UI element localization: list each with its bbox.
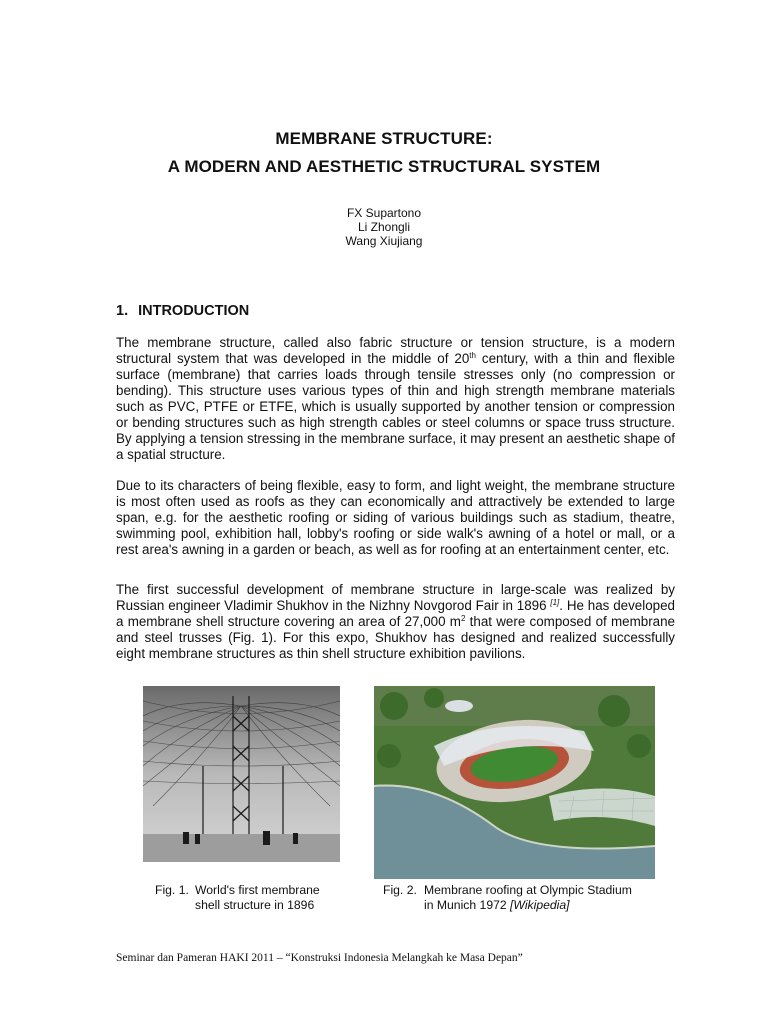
figure-1-photo	[143, 686, 340, 862]
figure-1-label: Fig. 1.	[155, 883, 189, 897]
paragraph-1: The membrane structure, called also fabric structure or tension structure, is a modern structural system that was developed in the middle of 20th century, with a thin and flexible surface (membrane) that carries loads through tensile stresses only (no compression or bending). This structure uses various types of thin and high strength membrane materials such as PVC, PTFE or ETFE, which is usually supported by another tension or compression or bending structures such as high strength cables or steel columns or space truss structure. By applying a tension stressing in the membrane surface, it may present an aesthetic shape of a spatial structure.	[116, 335, 675, 462]
author-1: FX Supartono	[346, 206, 422, 220]
paragraph-2: Due to its characters of being flexible, easy to form, and light weight, the membrane structure is most often used as roofs as they can economically and attractively be extended to large span, e.g. for the aesthetic roofing or siding of various buildings such as stadium, theatre, swimming pool, exhibition hall, lobby's roofing or side walk's awning of a hotel or mall, or a rest area's awning in a garden or beach, as well as for roofing at an entertainment center, etc.	[116, 478, 675, 557]
superscript-th: th	[469, 351, 476, 360]
figure-2-label: Fig. 2.	[383, 883, 417, 897]
figure-2-source: [Wikipedia]	[510, 898, 570, 912]
citation-ref: [1]	[550, 598, 560, 607]
superscript-2: 2	[460, 614, 466, 623]
section-heading	[116, 303, 249, 319]
paper-title-line-1: MEMBRANE STRUCTURE:	[275, 129, 493, 148]
figure-2-photo	[374, 686, 655, 879]
paper-title-line-2: A MODERN AND AESTHETIC STRUCTURAL SYSTEM	[167, 157, 601, 176]
section-number: 1.	[116, 303, 129, 319]
page-footer: Seminar dan Pameran HAKI 2011 – “Konstruksi Indonesia Melangkah ke Masa Depan”	[116, 952, 523, 964]
author-3: Wang Xiujiang	[345, 234, 423, 248]
section-title: INTRODUCTION	[138, 303, 250, 319]
author-2: Li Zhongli	[357, 220, 411, 234]
paragraph-3: The first successful development of membrane structure in large-scale was realized by Russian engineer Vladimir Shukhov in the Nizhny Novgorod Fair in 1896 [1]. He has developed a membrane shell structure covering an area of 27,000 $m^2$ that were composed of membrane and steel trusses (Fig. 1). For this expo, Shukhov has designed and realized successfully eight membrane structures as thin shell structure exhibition pavilions.	[116, 582, 676, 661]
